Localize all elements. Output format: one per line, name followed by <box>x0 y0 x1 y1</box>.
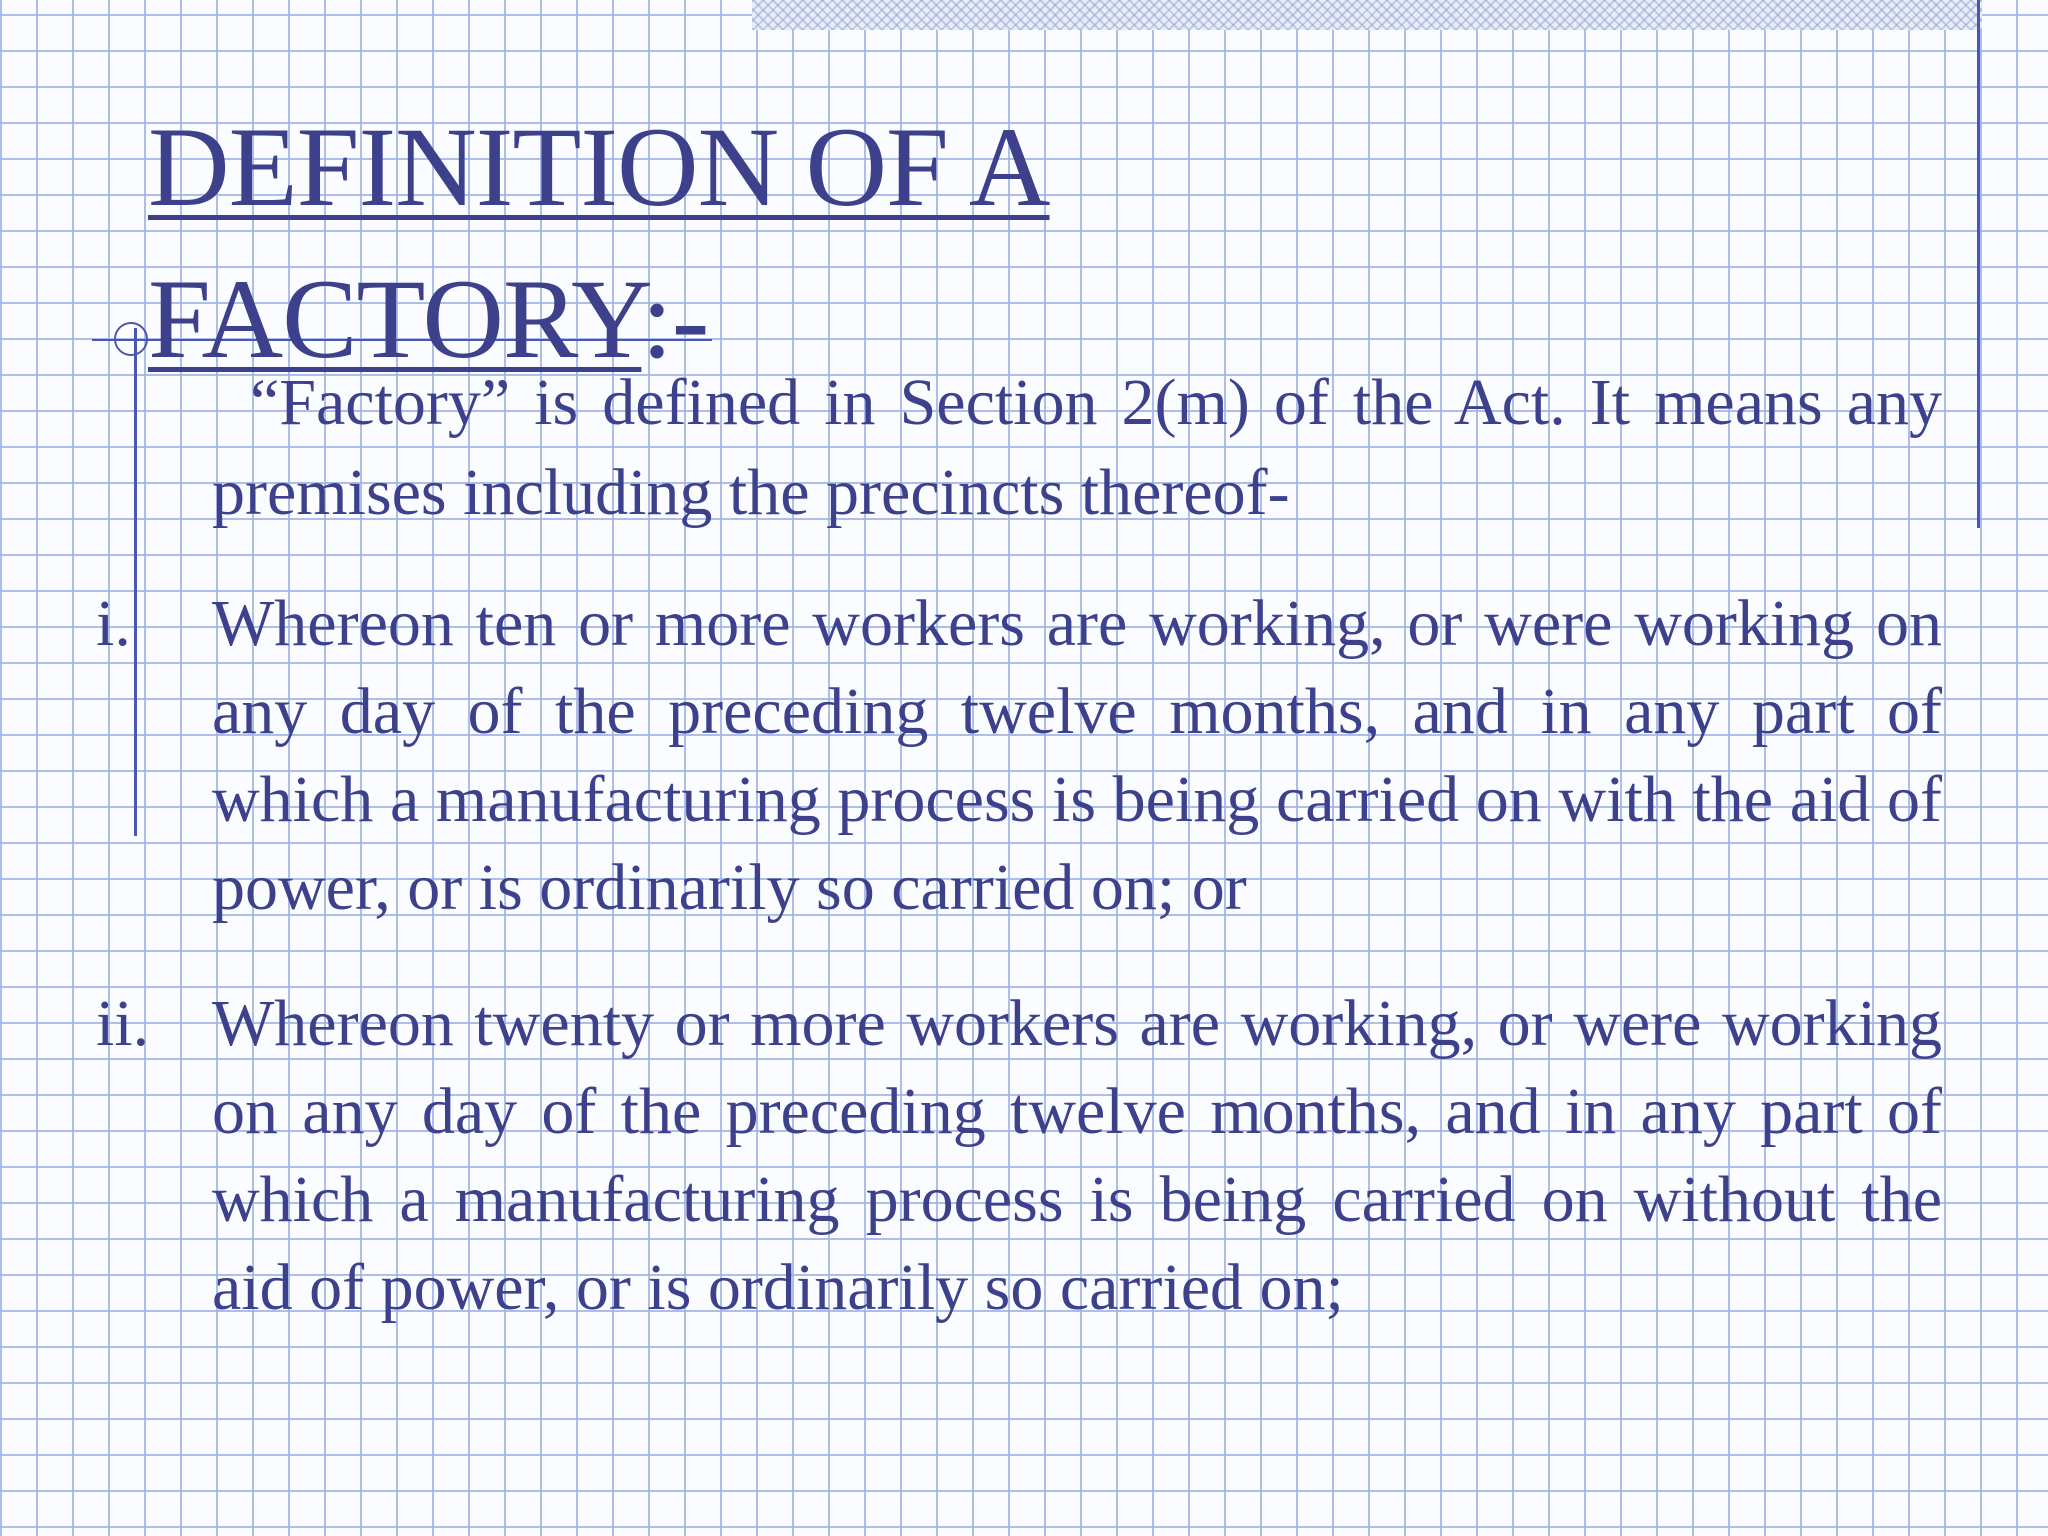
top-pattern-band <box>752 0 1982 30</box>
list-item <box>96 580 1942 932</box>
intro-paragraph: “Factory” is defined in Section 2(m) of the Act. It means any premises including the precincts thereof- <box>212 366 1942 529</box>
title-circle-ornament <box>114 322 148 356</box>
list-item-text: Whereon ten or more workers are working, or were working on any day of the preceding twelve months, and in any part of which a manufacturing process is being carried on with the aid of power, or is ordinarily so carried on; or <box>212 587 1942 924</box>
title-suffix: :- <box>641 257 709 382</box>
list-item-marker: i. <box>96 587 131 660</box>
right-accent-line <box>1977 0 1980 528</box>
list-item-text: Whereon twenty or more workers are working, or were working on any day of the preceding twelve months, and in any part of which a manufacturing process is being carried on without the aid of power, or is ordinarily so carried on; <box>212 987 1942 1324</box>
title-main: DEFINITION OF A FACTORY <box>148 105 1050 382</box>
slide-title <box>148 92 1348 396</box>
list-item <box>96 980 1942 1332</box>
list-item-marker: ii. <box>96 987 150 1060</box>
